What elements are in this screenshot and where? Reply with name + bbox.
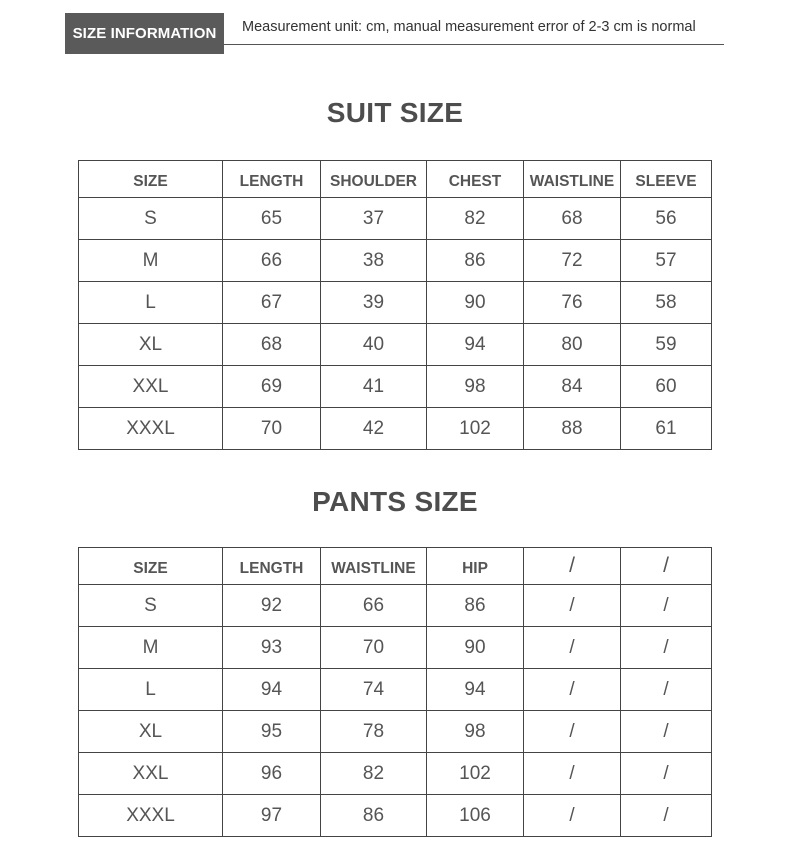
table-cell: 66 xyxy=(321,585,427,627)
table-cell: 61 xyxy=(621,408,712,450)
table-cell: 86 xyxy=(427,240,524,282)
table-cell: 90 xyxy=(427,627,524,669)
table-cell: 57 xyxy=(621,240,712,282)
table-cell: / xyxy=(524,669,621,711)
table-row xyxy=(79,711,712,753)
table-row xyxy=(79,366,712,408)
column-header: WAISTLINE xyxy=(321,548,427,585)
table-cell: 98 xyxy=(427,711,524,753)
table-cell: M xyxy=(79,240,223,282)
table-cell: 72 xyxy=(524,240,621,282)
table-cell: XL xyxy=(79,324,223,366)
table-cell: M xyxy=(79,627,223,669)
table-cell: / xyxy=(621,669,712,711)
table-cell: 96 xyxy=(223,753,321,795)
column-header: SLEEVE xyxy=(621,161,712,198)
table-cell: 102 xyxy=(427,753,524,795)
table-cell: 76 xyxy=(524,282,621,324)
table-cell: 56 xyxy=(621,198,712,240)
table-row xyxy=(79,669,712,711)
table-row xyxy=(79,585,712,627)
table-cell: / xyxy=(621,585,712,627)
table-cell: XXL xyxy=(79,753,223,795)
table-cell: 60 xyxy=(621,366,712,408)
table-cell: 82 xyxy=(427,198,524,240)
table-cell: 42 xyxy=(321,408,427,450)
size-information-badge: SIZE INFORMATION xyxy=(65,13,224,54)
table-cell: / xyxy=(524,753,621,795)
table-cell: 94 xyxy=(427,324,524,366)
table-cell: L xyxy=(79,282,223,324)
table-cell: 92 xyxy=(223,585,321,627)
table-cell: XL xyxy=(79,711,223,753)
table-cell: 84 xyxy=(524,366,621,408)
table-cell: XXXL xyxy=(79,795,223,837)
table-row xyxy=(79,795,712,837)
table-cell: 70 xyxy=(223,408,321,450)
column-header: WAISTLINE xyxy=(524,161,621,198)
table-cell: 94 xyxy=(223,669,321,711)
table-cell: 68 xyxy=(524,198,621,240)
table-cell: / xyxy=(621,753,712,795)
column-header: CHEST xyxy=(427,161,524,198)
table-cell: 41 xyxy=(321,366,427,408)
table-cell: / xyxy=(524,711,621,753)
pants-size-title: PANTS SIZE xyxy=(312,486,478,517)
table-cell: 59 xyxy=(621,324,712,366)
table-cell: 80 xyxy=(524,324,621,366)
table-cell: 106 xyxy=(427,795,524,837)
suit-header-row xyxy=(79,161,712,198)
table-cell: 74 xyxy=(321,669,427,711)
table-cell: 95 xyxy=(223,711,321,753)
table-cell: 102 xyxy=(427,408,524,450)
column-header: LENGTH xyxy=(223,548,321,585)
table-cell: 37 xyxy=(321,198,427,240)
table-row xyxy=(79,627,712,669)
pants-size-table xyxy=(78,547,712,837)
table-cell: 67 xyxy=(223,282,321,324)
table-cell: S xyxy=(79,585,223,627)
pants-header-row xyxy=(79,548,712,585)
table-cell: 68 xyxy=(223,324,321,366)
table-cell: / xyxy=(524,585,621,627)
table-cell: 66 xyxy=(223,240,321,282)
table-row xyxy=(79,753,712,795)
table-cell: 39 xyxy=(321,282,427,324)
table-row xyxy=(79,282,712,324)
table-cell: / xyxy=(621,711,712,753)
column-header: SHOULDER xyxy=(321,161,427,198)
table-cell: 88 xyxy=(524,408,621,450)
table-cell: 93 xyxy=(223,627,321,669)
table-cell: 90 xyxy=(427,282,524,324)
table-cell: 40 xyxy=(321,324,427,366)
column-header: / xyxy=(621,548,712,585)
table-cell: S xyxy=(79,198,223,240)
table-cell: 86 xyxy=(321,795,427,837)
table-row xyxy=(79,408,712,450)
note-underline xyxy=(224,44,724,45)
column-header: HIP xyxy=(427,548,524,585)
suit-size-table xyxy=(78,160,712,450)
table-cell: / xyxy=(621,627,712,669)
table-cell: / xyxy=(524,795,621,837)
table-cell: XXL xyxy=(79,366,223,408)
column-header: LENGTH xyxy=(223,161,321,198)
table-cell: XXXL xyxy=(79,408,223,450)
table-cell: 70 xyxy=(321,627,427,669)
table-row xyxy=(79,240,712,282)
table-cell: L xyxy=(79,669,223,711)
table-cell: 94 xyxy=(427,669,524,711)
table-cell: 38 xyxy=(321,240,427,282)
suit-size-title: SUIT SIZE xyxy=(326,97,464,128)
table-cell: 58 xyxy=(621,282,712,324)
column-header: SIZE xyxy=(79,548,223,585)
table-cell: 98 xyxy=(427,366,524,408)
table-cell: 69 xyxy=(223,366,321,408)
table-cell: / xyxy=(621,795,712,837)
table-cell: 82 xyxy=(321,753,427,795)
table-cell: 97 xyxy=(223,795,321,837)
column-header: SIZE xyxy=(79,161,223,198)
table-row xyxy=(79,324,712,366)
table-cell: 65 xyxy=(223,198,321,240)
table-cell: 78 xyxy=(321,711,427,753)
measurement-note: Measurement unit: cm, manual measurement error of 2-3 cm is normal xyxy=(242,19,696,35)
table-cell: / xyxy=(524,627,621,669)
table-cell: 86 xyxy=(427,585,524,627)
table-row xyxy=(79,198,712,240)
column-header: / xyxy=(524,548,621,585)
